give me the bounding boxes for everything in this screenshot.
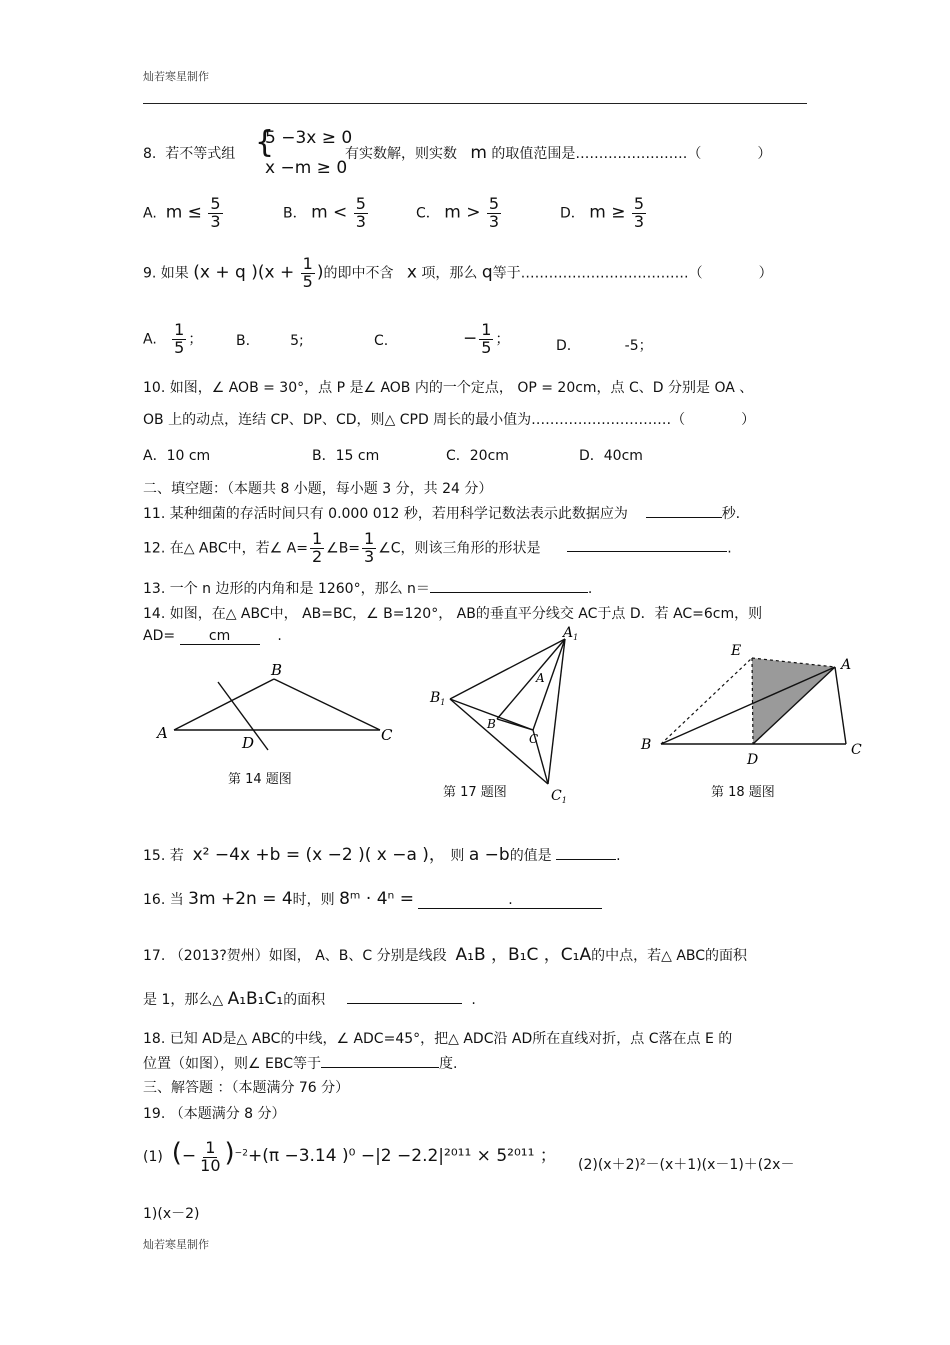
section-3-title: 三、解答题 ：（本题满分 76 分） (143, 1080, 350, 1096)
q9-stem: 9. 如果 (x + q )(x + $\frac{1}{5}$ )的即中不含 x 项，那么 q等于………………………………（ ） (143, 254, 773, 291)
q9-option-b: B. 5; (236, 333, 304, 349)
fig14-label-d: D (242, 734, 255, 752)
q14-line2: AD= cm . (143, 628, 282, 644)
q8-option-b: B． m < $\frac{5}{3}$ (283, 194, 366, 231)
q10-option-b: B．15 cm (312, 448, 380, 464)
fig18-label-a: A (841, 657, 852, 673)
q19-title: 19. （本题满分 8 分） (143, 1106, 286, 1122)
q10-line1: 10. 如图，∠ AOB = 30°，点 P 是∠ AOB 内的一个定点， OP = 20cm，点 C、D 分别是 OA 、 (143, 380, 754, 396)
q9-option-a: A. $\frac{1}{5}$ ； (143, 320, 203, 357)
fig17-label-b: B (487, 717, 496, 731)
fig14-label-a: A (157, 724, 168, 742)
q8-option-a: A. m ≤ $\frac{5}{3}$ (143, 194, 221, 231)
q8-stem: 8. 若不等式组 (143, 146, 236, 162)
q9-option-c-label: C. (374, 333, 389, 349)
q13: 13. 一个 n 边形的内角和是 1260°，那么 n＝ . (143, 581, 593, 597)
q15: 15. 若 x² −4x +b = (x −2 )( x −a )， 则 a −b的值是 . (143, 845, 621, 865)
page-header: 灿若寒星制作 (143, 70, 209, 83)
fig17-label-c1: $C_1$ (551, 788, 567, 805)
q8-suffix: 有实数解，则实数 m 的取值范围是……………………（ ） (345, 143, 772, 163)
q10-option-d: D．40cm (579, 448, 643, 464)
fig17-label-a1: $A_1$ (563, 625, 579, 642)
q8-system-line2: x −m ≥ 0 (265, 158, 348, 178)
q11: 11. 某种细菌的存活时间只有 0.000 012 秒，若用科学记数法表示此数据应为 秒. (143, 506, 741, 522)
figure-14 (150, 660, 400, 760)
fig17-label-b1: $B_1$ (430, 690, 446, 707)
fig17-label-a: A (536, 671, 545, 685)
q9-option-c: − $\frac{1}{5}$ ； (463, 320, 510, 357)
q8-option-d: D． m ≥ $\frac{5}{3}$ (560, 194, 645, 231)
q18-line1: 18. 已知 AD是△ ABC的中线，∠ ADC=45°，把△ ADC沿 AD所在直线对折，点 C落在点 E 的 (143, 1031, 733, 1047)
header-rule (143, 103, 807, 104)
fig14-label-c: C (381, 726, 393, 744)
q10-option-c: C．20cm (446, 448, 509, 464)
figure-17 (425, 622, 585, 807)
q8-option-c: C． m > $\frac{5}{3}$ (416, 194, 500, 231)
q19-part2: (2)(x＋2)²－(x＋1)(x－1)＋(2x－ (578, 1157, 795, 1173)
figure-18 (635, 640, 875, 765)
q12: 12. 在△ ABC中，若∠ A= $\frac{1}{2}$ ∠B= $\frac{1}{3}$ ∠C，则该三角形的形状是 . (143, 529, 732, 566)
q18-line2: 位置（如图），则∠ EBC等于 度. (143, 1056, 458, 1072)
fig18-label-c: C (851, 742, 862, 758)
page-footer: 灿若寒星制作 (143, 1238, 209, 1251)
fig17-label-c: C (529, 732, 539, 746)
fig18-label-b: B (641, 737, 652, 753)
q9-option-d: D. -5； (556, 338, 653, 354)
section-2-title: 二、填空题：（本题共 8 小题，每小题 3 分，共 24 分） (143, 481, 493, 497)
q19-part1: (1) (− $\frac{1}{10}$ )$^{-2}$+(π −3.14 )⁰ −|2 −2.2|²⁰¹¹ × 5²⁰¹¹ ； (143, 1137, 557, 1175)
q8-brace: { (255, 125, 275, 160)
fig18-label-e: E (731, 643, 742, 659)
q14-line1: 14. 如图，在△ ABC中， AB=BC，∠ B=120°， AB的垂直平分线交 AC于点 D．若 AC=6cm，则 (143, 606, 763, 622)
fig17-caption: 第 17 题图 (443, 785, 507, 800)
q17-line1: 17. （2013?贺州）如图， A、B、C 分别是线段 A₁B ，B₁C ，C₁A的中点，若△ ABC的面积 (143, 945, 748, 965)
fig18-caption: 第 18 题图 (711, 785, 775, 800)
q8-system-line1: 5 −3x ≥ 0 (265, 128, 353, 148)
q10-line2: OB 上的动点，连结 CP、DP、CD，则△ CPD 周长的最小值为…………………………（ ） (143, 412, 756, 428)
q16: 16. 当 3m +2n = 4时，则 8ᵐ · 4ⁿ = . (143, 889, 602, 909)
q19-part2-cont: 1)(x－2) (143, 1206, 200, 1222)
fig14-caption: 第 14 题图 (228, 772, 292, 787)
fig18-shaded-triangle (752, 658, 835, 744)
fig14-label-b: B (271, 661, 283, 679)
q10-option-a: A．10 cm (143, 448, 211, 464)
q17-line2: 是 1，那么△ A₁B₁C₁的面积 . (143, 989, 476, 1009)
fig18-label-d: D (747, 752, 759, 765)
